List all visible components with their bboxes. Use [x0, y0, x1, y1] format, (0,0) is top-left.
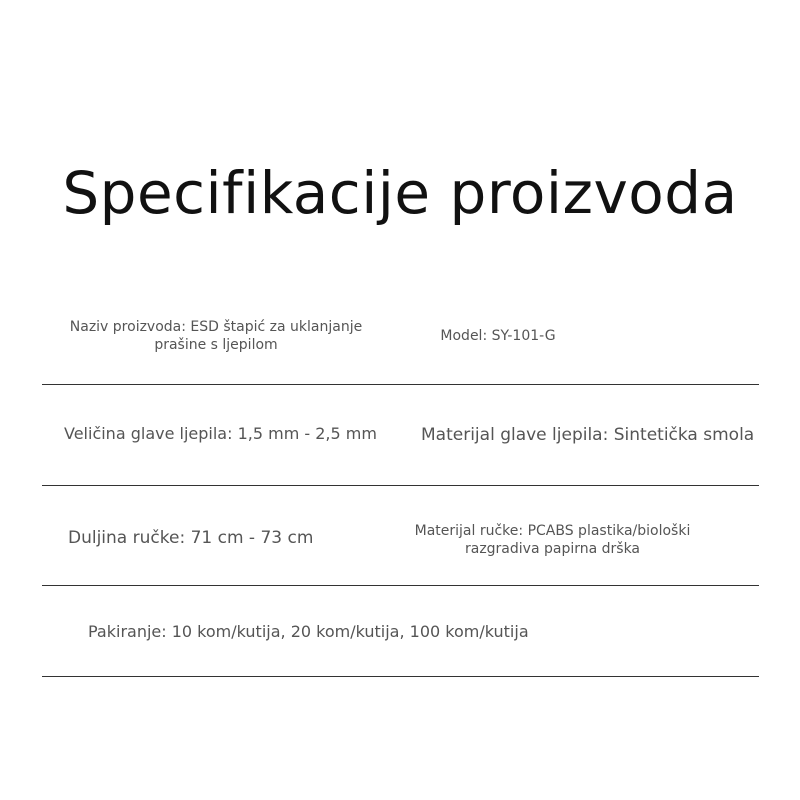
handle-material-spec [410, 522, 695, 558]
handle-material-line-2: razgradiva papirna drška [464, 541, 641, 557]
handle-material-line-1: Materijal ručke: PCABS plastika/biološki [414, 523, 691, 539]
row-divider-2 [42, 485, 759, 486]
packaging-spec: Pakiranje: 10 kom/kutija, 20 kom/kutija, 100 kom/kutija [88, 622, 529, 641]
glue-head-size-spec: Veličina glave ljepila: 1,5 mm - 2,5 mm [64, 424, 377, 443]
row-divider-3 [42, 585, 759, 586]
product-name-spec [56, 318, 376, 354]
handle-length-spec: Duljina ručke: 71 cm - 73 cm [68, 528, 314, 548]
page-title: Specifikacije proizvoda [62, 159, 738, 227]
product-name-line-1: Naziv proizvoda: ESD štapić za uklanjanje [69, 319, 363, 335]
model-spec: Model: SY-101-G [440, 328, 556, 344]
row-divider-4 [42, 676, 759, 677]
product-name-line-2: prašine s ljepilom [154, 337, 278, 353]
row-divider-1 [42, 384, 759, 385]
glue-head-material-spec: Materijal glave ljepila: Sintetička smola [421, 425, 755, 445]
